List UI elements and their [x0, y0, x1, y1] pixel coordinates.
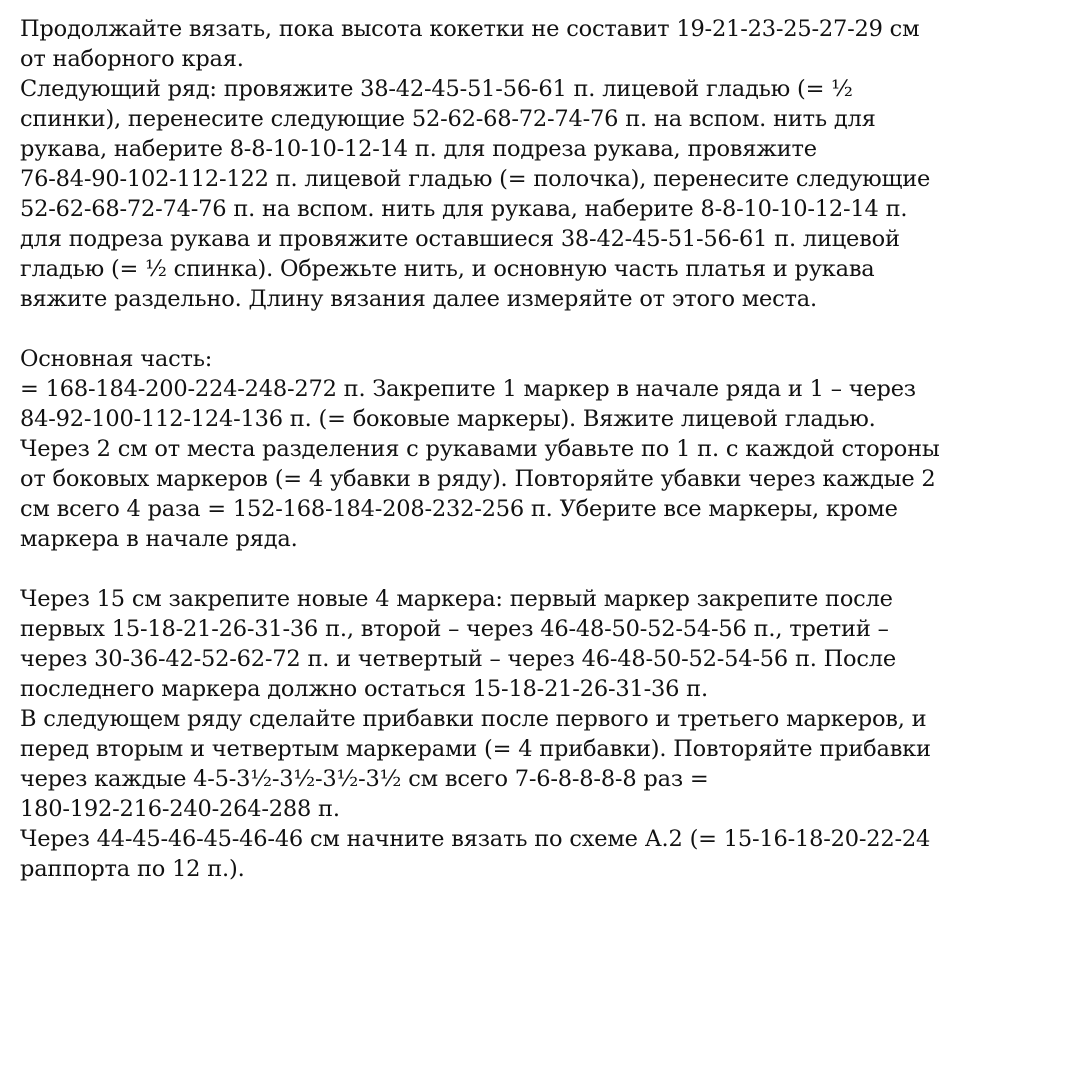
text-line: перед вторым и четвертым маркерами (= 4 прибавки). Повторяйте прибавки	[20, 736, 931, 762]
text-line: от боковых маркеров (= 4 убавки в ряду). Повторяйте убавки через каждые 2	[20, 466, 936, 492]
text-line: гладью (= ½ спинка). Обрежьте нить, и основную часть платья и рукава	[20, 256, 875, 282]
text-line: раппорта по 12 п.).	[20, 856, 245, 882]
text-line: через 30-36-42-52-62-72 п. и четвертый – через 46-48-50-52-54-56 п. После	[20, 646, 897, 672]
text-line: маркера в начале ряда.	[20, 526, 298, 552]
text-line: 84-92-100-112-124-136 п. (= боковые маркеры). Вяжите лицевой гладью.	[20, 406, 876, 432]
text-line: В следующем ряду сделайте прибавки после первого и третьего маркеров, и	[20, 706, 927, 732]
paragraph-yoke-and-sleeves	[20, 14, 1070, 314]
document-page	[20, 14, 1070, 884]
text-line: первых 15-18-21-26-31-36 п., второй – через 46-48-50-52-54-56 п., третий –	[20, 616, 889, 642]
text-line: последнего маркера должно остаться 15-18-21-26-31-36 п.	[20, 676, 708, 702]
text-line: Продолжайте вязать, пока высота кокетки не составит 19-21-23-25-27-29 см	[20, 16, 920, 42]
text-line: 180-192-216-240-264-288 п.	[20, 796, 340, 822]
text-line: спинки), перенесите следующие 52-62-68-72-74-76 п. на вспом. нить для	[20, 106, 876, 132]
text-line: для подреза рукава и провяжите оставшиеся 38-42-45-51-56-61 п. лицевой	[20, 226, 900, 252]
paragraph-spacer	[20, 554, 1070, 584]
section-heading: Основная часть:	[20, 346, 213, 372]
text-line: 52-62-68-72-74-76 п. на вспом. нить для рукава, наберите 8-8-10-10-12-14 п.	[20, 196, 908, 222]
text-line: 76-84-90-102-112-122 п. лицевой гладью (= полочка), перенесите следующие	[20, 166, 931, 192]
text-line: Через 15 см закрепите новые 4 маркера: первый маркер закрепите после	[20, 586, 893, 612]
text-line: Следующий ряд: провяжите 38-42-45-51-56-61 п. лицевой гладью (= ½	[20, 76, 853, 102]
text-line: через каждые 4-5-3½-3½-3½-3½ см всего 7-6-8-8-8-8 раз =	[20, 766, 709, 792]
text-line: рукава, наберите 8-8-10-10-12-14 п. для подреза рукава, провяжите	[20, 136, 817, 162]
text-line: от наборного края.	[20, 46, 244, 72]
text-line: Через 2 см от места разделения с рукавами убавьте по 1 п. с каждой стороны	[20, 436, 940, 462]
text-line: вяжите раздельно. Длину вязания далее измеряйте от этого места.	[20, 286, 817, 312]
text-line: = 168-184-200-224-248-272 п. Закрепите 1 маркер в начале ряда и 1 – через	[20, 376, 916, 402]
paragraph-spacer	[20, 314, 1070, 344]
paragraph-markers-and-increases	[20, 584, 1070, 884]
text-line: Через 44-45-46-45-46-46 см начните вязать по схеме А.2 (= 15-16-18-20-22-24	[20, 826, 931, 852]
paragraph-main-body	[20, 344, 1070, 554]
text-line: см всего 4 раза = 152-168-184-208-232-256 п. Уберите все маркеры, кроме	[20, 496, 898, 522]
